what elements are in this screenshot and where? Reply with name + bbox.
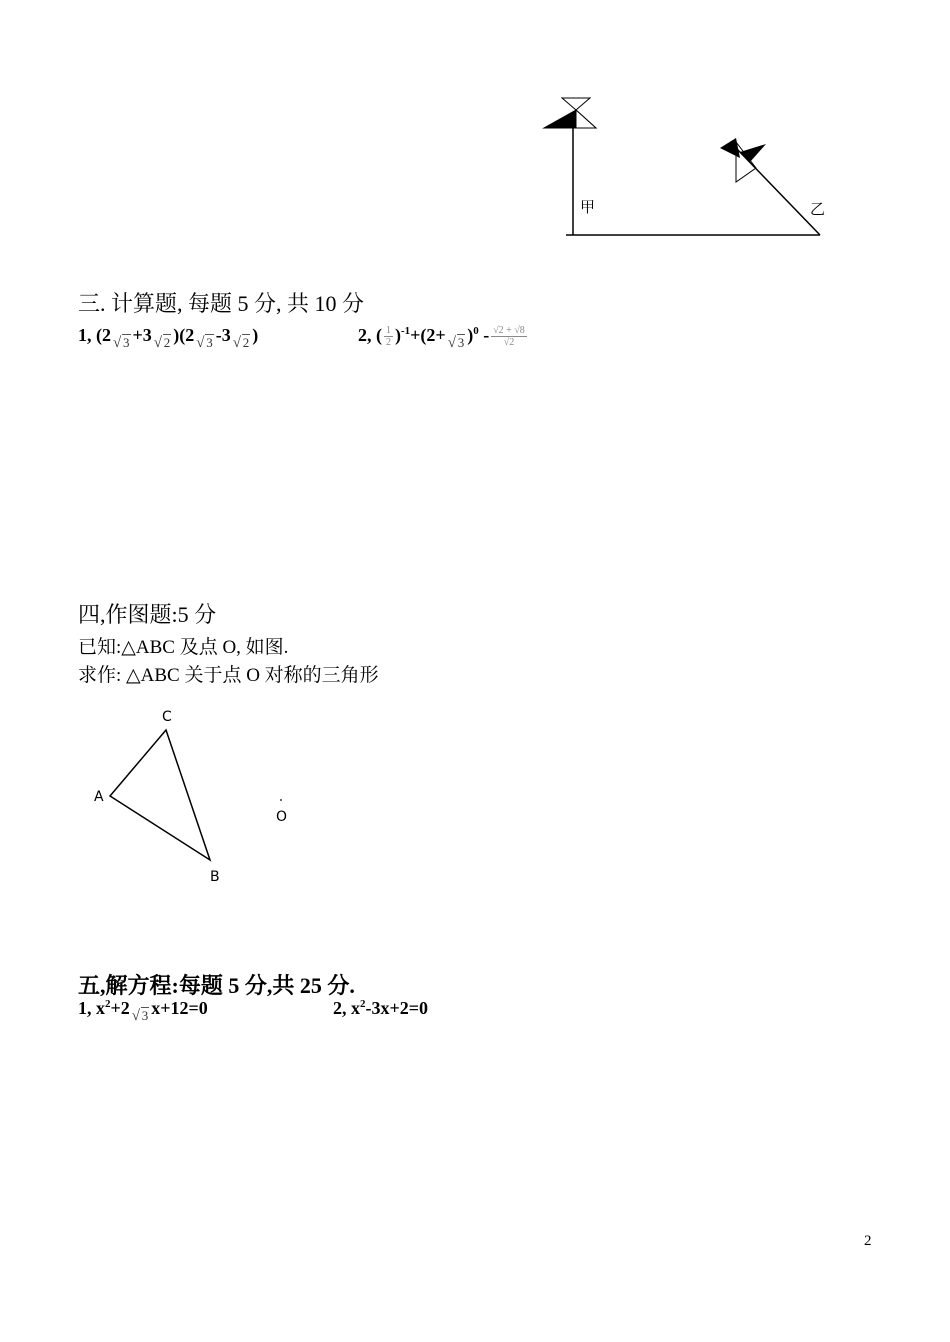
section3-q2: 2, ( $\frac{1}{2}$ )$^{-1}$+(2+ √ 3 )$^0$ - $\frac{√2 + √8}{√2}$ — [358, 325, 525, 351]
section3-q1: 1, (2 √ 3 +3 √ 2 )(2 √ 3 -3 √ 2 ) — [78, 325, 259, 351]
sqrt-3-c: √ 3 — [196, 335, 213, 351]
section4-task: 求作: △ABC 关于点 O 对称的三角形 — [78, 665, 379, 686]
sqrt-3-a: √ 3 — [113, 335, 130, 351]
label-yi: 乙 — [810, 200, 826, 218]
flag-jia-top — [562, 98, 590, 110]
triangle-figure — [90, 700, 310, 890]
section4-title: 四,作图题:5 分 — [78, 602, 217, 627]
sqrt-3: √ 3 — [447, 335, 465, 351]
sqrt-2-d: √ 2 — [232, 335, 250, 351]
label-o: O — [276, 809, 288, 825]
pole-figure — [540, 90, 840, 245]
fraction-one-half: $\frac{1}{2}$ — [386, 325, 391, 349]
section4-given: 已知:△ABC 及点 O, 如图. — [78, 637, 289, 658]
point-o — [280, 799, 282, 801]
label-b: B — [210, 869, 220, 885]
fraction-sqrt: $\frac{√2 + √8}{√2}$ — [493, 325, 525, 349]
triangle-abc — [110, 730, 210, 860]
section3-title: 三. 计算题, 每题 5 分, 共 10 分 — [78, 291, 365, 316]
page-number: 2 — [864, 1233, 872, 1249]
sqrt-3-eq: √ 3 — [131, 1008, 149, 1024]
section5-title: 五,解方程:每题 5 分,共 25 分. — [78, 973, 355, 998]
section5-q2: 2, $x^2-3x+2=0$ — [333, 998, 429, 1018]
label-c: C — [162, 709, 172, 725]
flag-jia-outline — [576, 110, 596, 128]
label-jia: 甲 — [580, 198, 596, 216]
section5-q1: 1, $x^2+2$ √ 3 x+12=0 — [78, 998, 208, 1024]
flag-yi-left — [720, 138, 740, 158]
label-a: A — [94, 789, 104, 805]
sqrt-2-b: √ 2 — [153, 335, 171, 351]
pole-yi — [736, 148, 820, 235]
